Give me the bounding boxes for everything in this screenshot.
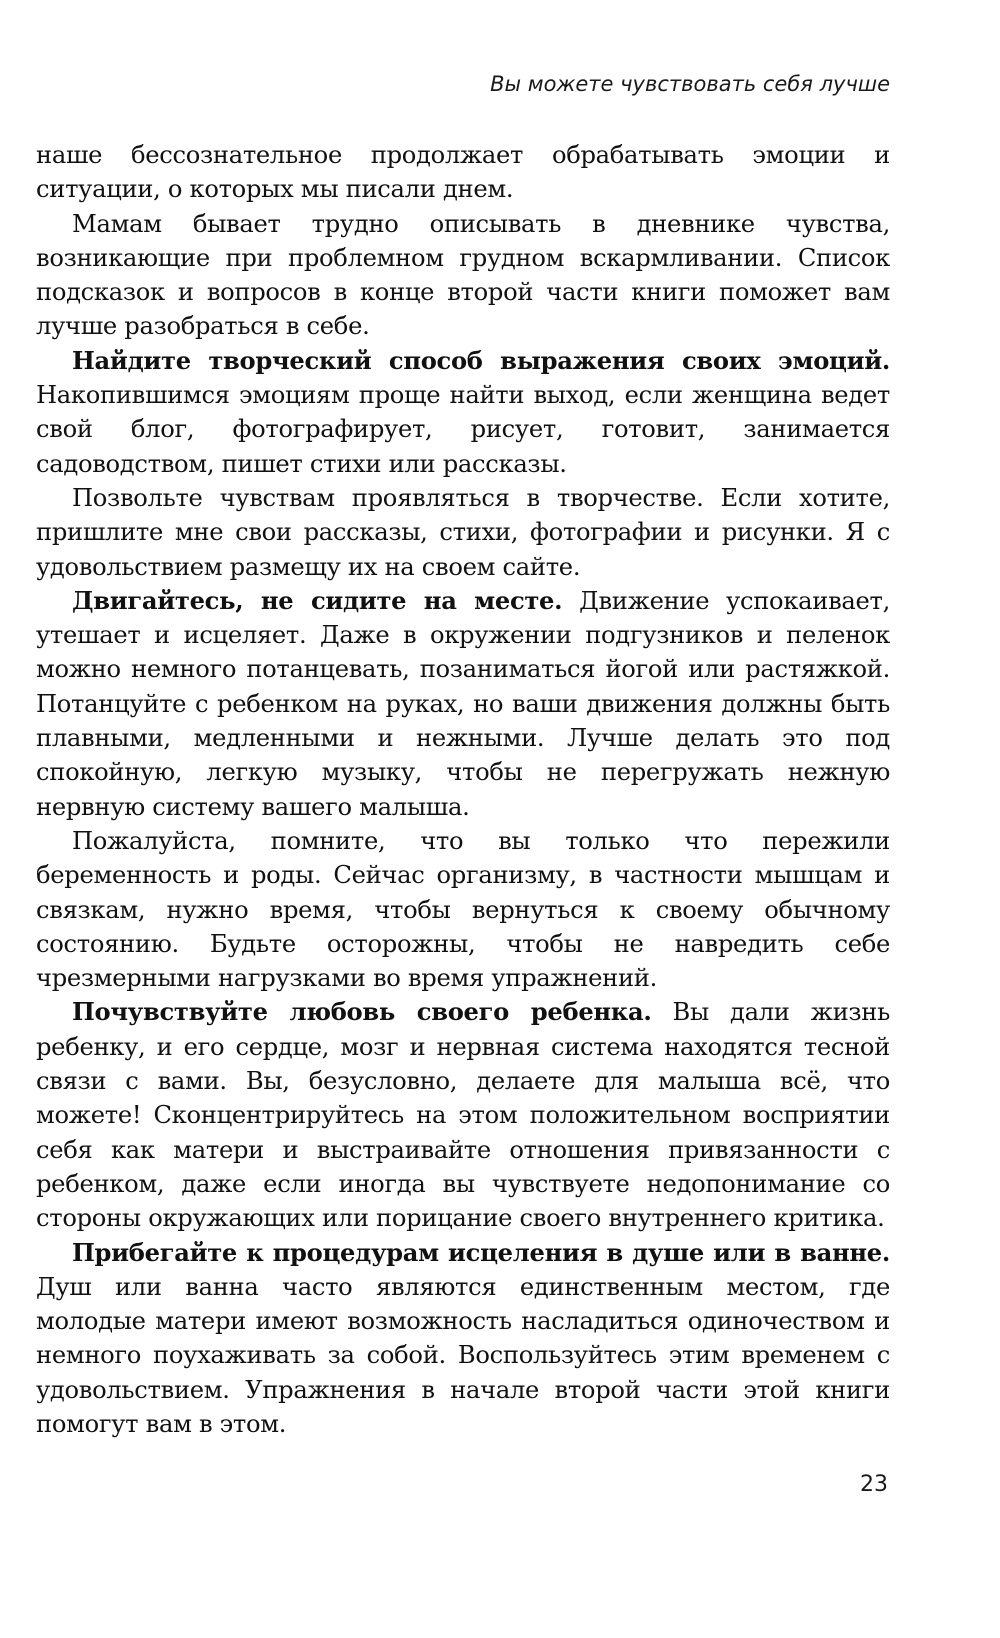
running-header: Вы можете чувствовать себя лучше [490, 72, 890, 96]
paragraph [36, 344, 890, 481]
paragraph [36, 138, 890, 207]
paragraph-text: Душ или ванна часто являются единственным местом, где молодые матери имеют возможность насладиться одиночеством и немного поухаживать за собой. Воспользуйтесь этим временем с удовольствием. Упражнения в начале второй части этой книги помогут вам в этом. [36, 1272, 890, 1438]
paragraph-lead: Прибегайте к процедурам исцеления в душе или в ванне. [72, 1237, 890, 1267]
paragraph-text: Позвольте чувствам проявляться в творчестве. Если хотите, пришлите мне свои рассказы, стихи, фотографии и рисунки. Я с удовольствием размещу их на своем сайте. [36, 483, 890, 581]
paragraph [36, 584, 890, 824]
paragraph-text: наше бессознательное продолжает обрабатывать эмоции и ситуации, о которых мы писали днем. [36, 141, 890, 204]
paragraph [36, 481, 890, 584]
paragraph-text: Вы дали жизнь ребенку, и его сердце, мозг и нервная система находятся тесной связи с вами. Вы, безусловно, делаете для малыша всё, что можете! Сконцентрируйтесь на этом положительном восприятии себя как матери и выстраивайте отношения привязанности с ребенком, даже если иногда вы чувствуете недопонимание со стороны окружающих или порицание своего внутреннего критика. [36, 998, 890, 1233]
page-number: 23 [860, 1472, 888, 1497]
paragraph-text: Пожалуйста, помните, что вы только что пережили беременность и роды. Сейчас организму, в частности мышцам и связкам, нужно время, чтобы вернуться к своему обычному состоянию. Будьте осторожны, чтобы не навредить себе чрезмерными нагрузками во время упражнений. [36, 826, 890, 993]
paragraph [36, 995, 890, 1235]
paragraph [36, 824, 890, 995]
paragraph-text: Движение успокаивает, утешает и исцеляет. Даже в окружении подгузников и пеленок можно немного потанцевать, позаниматься йогой или растяжкой. Потанцуйте с ребенком на руках, но ваши движения должны быть плавными, медленными и нежными. Лучше делать это под спокойную, легкую музыку, чтобы не перегружать нежную нервную систему вашего малыша. [36, 586, 891, 821]
body-text [36, 138, 890, 1441]
paragraph-lead: Почувствуйте любовь своего ребенка. [72, 997, 652, 1027]
paragraph [36, 1236, 890, 1442]
paragraph-lead: Найдите творческий способ выражения своих эмоций. [72, 345, 890, 375]
paragraph [36, 207, 890, 344]
paragraph-text: Накопившимся эмоциям проще найти выход, если женщина ведет свой блог, фотографирует, рисует, готовит, занимается садоводством, пишет стихи или рассказы. [36, 381, 890, 478]
paragraph-text: Мамам бывает трудно описывать в дневнике чувства, возникающие при проблемном грудном вскармливании. Список подсказок и вопросов в конце второй части книги поможет вам лучше разобраться в себе. [36, 209, 890, 341]
paragraph-lead: Двигайтесь, не сидите на месте. [72, 585, 563, 615]
